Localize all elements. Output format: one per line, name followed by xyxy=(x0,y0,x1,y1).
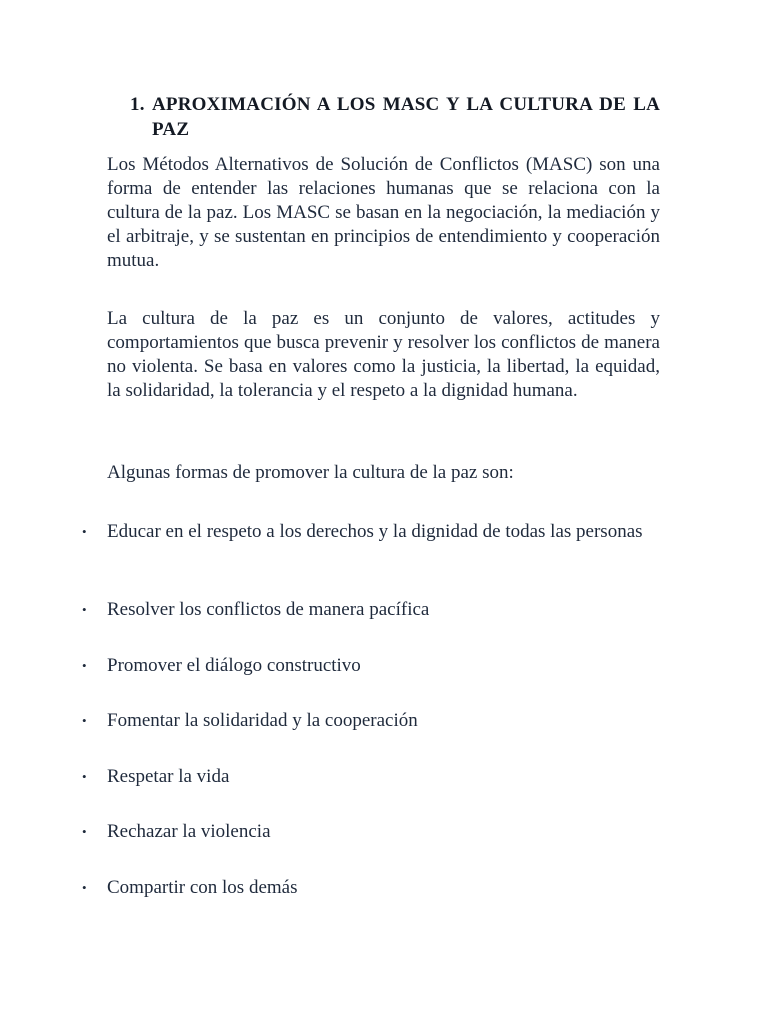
bullet-icon: • xyxy=(82,602,87,617)
section-heading xyxy=(130,92,660,142)
list-item xyxy=(82,876,660,900)
heading-number: 1. xyxy=(130,94,145,115)
list-item xyxy=(82,598,660,622)
list-item xyxy=(82,820,660,844)
bullet-icon: • xyxy=(82,880,87,895)
paragraph-culture-of-peace: La cultura de la paz es un conjunto de valores, actitudes y comportamientos que busca prevenir y resolver los conflictos de manera no violenta. Se basa en valores como la justicia, la libertad, la equidad, la solidaridad, la tolerancia y el respeto a la dignidad humana. xyxy=(107,308,660,401)
list-item-text: Promover el diálogo constructivo xyxy=(107,655,361,676)
bullet-icon: • xyxy=(82,824,87,839)
bullet-icon: • xyxy=(82,713,87,728)
list-item-text: Resolver los conflictos de manera pacífica xyxy=(107,599,430,620)
list-item-text: Educar en el respeto a los derechos y la dignidad de todas las personas xyxy=(107,521,643,542)
bullet-icon: • xyxy=(82,769,87,784)
paragraph-masc-definition: Los Métodos Alternativos de Solución de Conflictos (MASC) son una forma de entender las relaciones humanas que se relaciona con la cultura de la paz. Los MASC se basan en la negociación, la mediación y el arbitraje, y se sustentan en principios de entendimiento y cooperación mutua. xyxy=(107,154,660,271)
list-item-text: Fomentar la solidaridad y la cooperación xyxy=(107,710,418,731)
list-item xyxy=(82,520,660,544)
heading-title: APROXIMACIÓN A LOS MASC Y LA CULTURA DE LA PAZ xyxy=(152,94,660,140)
paragraph-list-intro: Algunas formas de promover la cultura de la paz son: xyxy=(107,462,514,483)
list-item xyxy=(82,709,660,733)
list-item xyxy=(82,654,660,678)
list-item-text: Compartir con los demás xyxy=(107,877,298,898)
bullet-icon: • xyxy=(82,658,87,673)
bullet-icon: • xyxy=(82,524,87,539)
list-item-text: Rechazar la violencia xyxy=(107,821,271,842)
list-item xyxy=(82,765,660,789)
list-item-text: Respetar la vida xyxy=(107,766,230,787)
